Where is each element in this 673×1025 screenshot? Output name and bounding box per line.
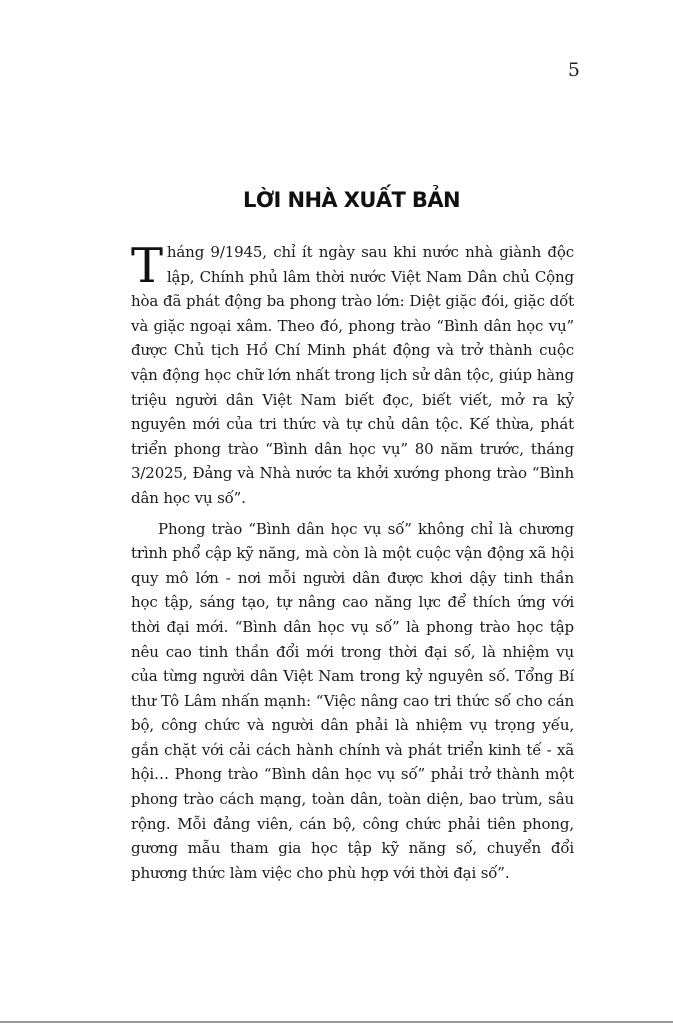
paragraph-2: Phong trào “Bình dân học vụ số” không chỉ là chương trình phổ cập kỹ năng, mà còn là một cuộc vận động xã hội quy mô lớn - nơi mỗi người dân được khơi dậy tinh thần học tập, sáng tạo, tự nâng cao năng lực để thích ứng với thời đại mới. “Bình dân học vụ số” là phong trào học tập nêu cao tinh thần đổi mới trong thời đại số, là nhiệm vụ của từng người dân Việt Nam trong kỷ nguyên số. Tổng Bí thư Tô Lâm nhấn mạnh: “Việc nâng cao tri thức số cho cán bộ, công chức và người dân phải là nhiệm vụ trọng yếu, gắn chặt với cải cách hành chính và phát triển kinh tế - xã hội… Phong trào “Bình dân học vụ số” phải trở thành một phong trào cách mạng, toàn dân, toàn diện, bao trùm, sâu rộng. Mỗi đảng viên, cán bộ, công chức phải tiên phong, gương mẫu tham gia học tập kỹ năng số, chuyển đổi phương thức làm việc cho phù hợp với thời đại số”. — [131, 519, 574, 882]
page-bottom-rule — [0, 1021, 673, 1023]
page-number: 5 — [567, 59, 580, 81]
page-title: LỜI NHÀ XUẤT BẢN — [243, 188, 460, 212]
body-text — [131, 240, 574, 885]
paragraph-1: Tháng 9/1945, chỉ ít ngày sau khi nước nhà giành độc lập, Chính phủ lâm thời nước Việt Nam Dân chủ Cộng hòa đã phát động ba phong trào lớn: Diệt giặc đói, giặc dốt và giặc ngoại xâm. Theo đó, phong trào “Bình dân học vụ” được Chủ tịch Hồ Chí Minh phát động và trở thành cuộc vận động học chữ lớn nhất trong lịch sử dân tộc, giúp hàng triệu người dân Việt Nam biết đọc, biết viết, mở ra kỷ nguyên mới của tri thức và tự chủ dân tộc. Kế thừa, phát triển phong trào “Bình dân học vụ” 80 năm trước, tháng 3/2025, Đảng và Nhà nước ta khởi xướng phong trào “Bình dân học vụ số”. — [131, 238, 574, 507]
